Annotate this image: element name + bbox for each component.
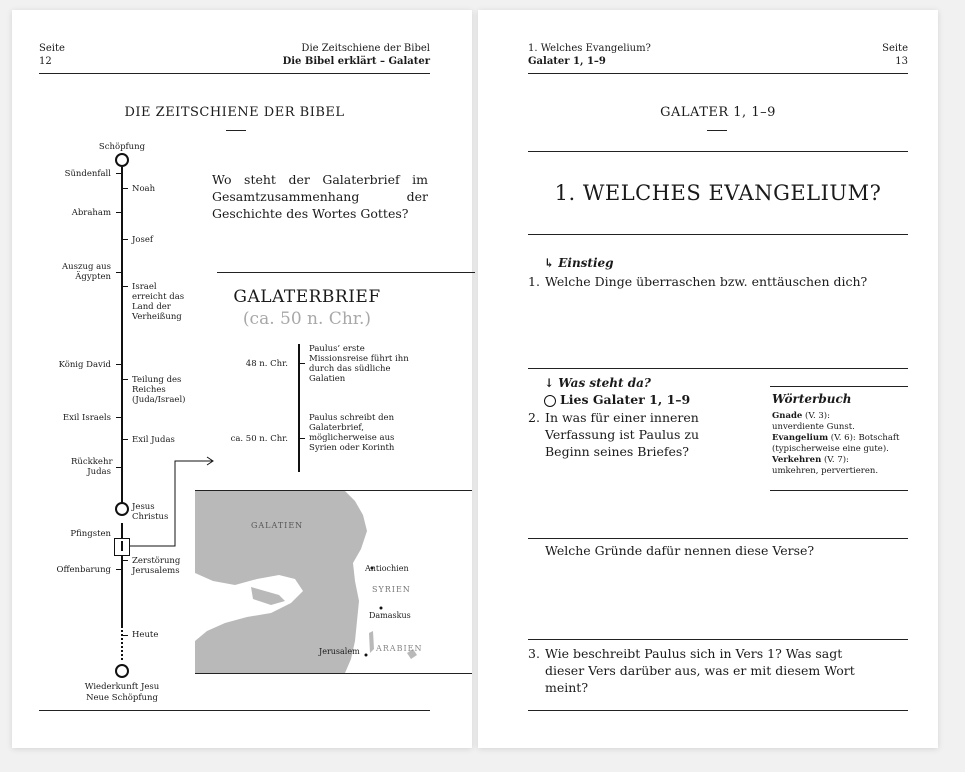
footer-rule (528, 710, 908, 711)
einstieg-label: Einstieg (558, 256, 614, 270)
woerterbuch-rule-bottom (770, 490, 908, 491)
woerterbuch-entry-verkehren (772, 455, 908, 466)
page-number: 12 (39, 56, 52, 67)
header-seite: Seite (882, 43, 908, 54)
header-title: 1. Welches Evangelium? (528, 43, 651, 54)
event-suendenfall: Sündenfall (64, 169, 111, 179)
woerterbuch-entries (772, 411, 908, 477)
event-israel-land: Israel erreicht das Land der Verheißung (132, 282, 185, 322)
chapter-title: 1. WELCHES EVANGELIUM? (554, 181, 882, 205)
rule-top-chapter (528, 151, 908, 152)
galater-event-2: Paulus schreibt den Galaterbrief, möglicherweise aus Syrien oder Korinth (309, 413, 395, 453)
rule-reasons (528, 538, 908, 539)
term: Evangelium (772, 433, 829, 443)
right-page (478, 10, 938, 748)
was-steht-da-heading (544, 376, 651, 390)
down-arrow-icon: ↓ (544, 376, 559, 390)
woerterbuch-entry-gnade (772, 411, 908, 422)
question-2: In was für einer inneren Verfassung ist Paulus zu Beginn seines Briefes? (545, 410, 700, 459)
timeline-question: Wo steht der Galaterbrief im Gesamtzusammenhang der Geschichte des Wortes Gottes? (212, 172, 428, 221)
event-rueckkehr: Rückkehr Judas (71, 457, 113, 477)
event-zerstoerung: Zerstörung Jerusalems (132, 556, 181, 576)
woerterbuch-rule-top (770, 386, 908, 387)
event-pfingsten: Pfingsten (70, 529, 111, 539)
rule-bottom-chapter (528, 234, 908, 235)
map-label-arabien: ARABIEN (376, 644, 423, 653)
event-auszug: Auszug aus Ägypten (62, 262, 111, 282)
timeline-start-label: Schöpfung (98, 142, 146, 152)
woerterbuch-entry-evangelium (772, 433, 908, 455)
event-exil-judas: Exil Judas (132, 435, 175, 445)
map-label-damaskus: Damaskus (369, 611, 411, 620)
map-label-galatien: GALATIEN (251, 521, 304, 530)
event-heute: Heute (132, 630, 159, 640)
page-number: 13 (895, 56, 908, 67)
lies-line (544, 392, 690, 407)
tick (300, 438, 305, 439)
header-subtitle: Die Bibel erklärt – Galater (282, 56, 430, 67)
tick (123, 635, 128, 636)
ref: (V. 3): (802, 411, 830, 421)
galaterbrief-title: GALATERBRIEF (233, 287, 381, 307)
galater-event-1: Paulus’ erste Missionsreise führt ihn durch das südliche Galatien (309, 344, 409, 384)
section-title: GALATER 1, 1–9 (660, 105, 776, 120)
title-dash (707, 130, 727, 131)
einstieg-arrow-icon: ↳ (544, 256, 559, 270)
term: Gnade (772, 411, 803, 421)
galater-year-1: 48 n. Chr. (245, 359, 288, 369)
header-subtitle: Galater 1, 1–9 (528, 56, 606, 67)
event-abraham: Abraham (71, 208, 111, 218)
ref: (V. 6): (828, 433, 856, 443)
woerterbuch-title: Wörterbuch (772, 392, 852, 406)
event-josef: Josef (132, 235, 154, 245)
section-title: DIE ZEITSCHIENE DER BIBEL (124, 105, 345, 120)
question-1: Welche Dinge überraschen bzw. enttäuschen dich? (545, 274, 868, 289)
end-label-1: Wiederkunft Jesu (84, 682, 160, 692)
question-3: Wie beschreibt Paulus sich in Vers 1? Was sagt dieser Vers darüber aus, was er mit diesem Wort meint? (545, 646, 855, 695)
galaterbrief-date: (ca. 50 n. Chr.) (242, 309, 372, 329)
footer-rule (39, 710, 430, 711)
rule-question-3 (528, 639, 908, 640)
map (195, 490, 472, 674)
definition: Botschaft (typischerweise eine gute). (772, 433, 900, 454)
event-offenbarung: Offenbarung (56, 565, 111, 575)
map-label-syrien: SYRIEN (372, 585, 411, 594)
definition: umkehren, pervertieren. (772, 466, 879, 476)
galater-year-2: ca. 50 n. Chr. (230, 434, 288, 444)
header-seite: Seite (39, 43, 65, 54)
event-noah: Noah (132, 184, 156, 194)
map-label-jerusalem: Jerusalem (319, 647, 360, 656)
header-title: Die Zeitschiene der Bibel (301, 43, 430, 54)
map-label-antiochien: Antiochien (365, 564, 409, 573)
question-1-number: 1. (528, 274, 540, 289)
event-jesus: Jesus Christus (132, 502, 169, 522)
einstieg-heading (544, 256, 614, 270)
map-land (195, 491, 472, 673)
question-reasons: Welche Gründe dafür nennen diese Verse? (545, 543, 815, 558)
was-steht-da-label: Was steht da? (558, 376, 651, 390)
end-label (72, 682, 172, 704)
event-koenig-david: König David (58, 360, 111, 370)
ref: (V. 7): (821, 455, 849, 465)
galaterbrief-rule (217, 272, 475, 273)
header-rule (528, 73, 908, 74)
question-3-number: 3. (528, 646, 540, 661)
term: Verkehren (772, 455, 822, 465)
tick (300, 363, 305, 364)
end-label-2: Neue Schöpfung (86, 693, 158, 703)
end-circle (115, 664, 129, 678)
event-teilung: Teilung des Reiches (Juda/Israel) (132, 375, 186, 405)
question-2-number: 2. (528, 410, 540, 425)
checkbox-circle-icon[interactable] (544, 395, 556, 407)
left-page (12, 10, 472, 748)
rule-was-steht-da (528, 368, 908, 369)
event-exil-israels: Exil Israels (62, 413, 111, 423)
lies-label: Lies Galater 1, 1–9 (560, 392, 691, 407)
definition: unverdiente Gunst. (772, 422, 855, 432)
